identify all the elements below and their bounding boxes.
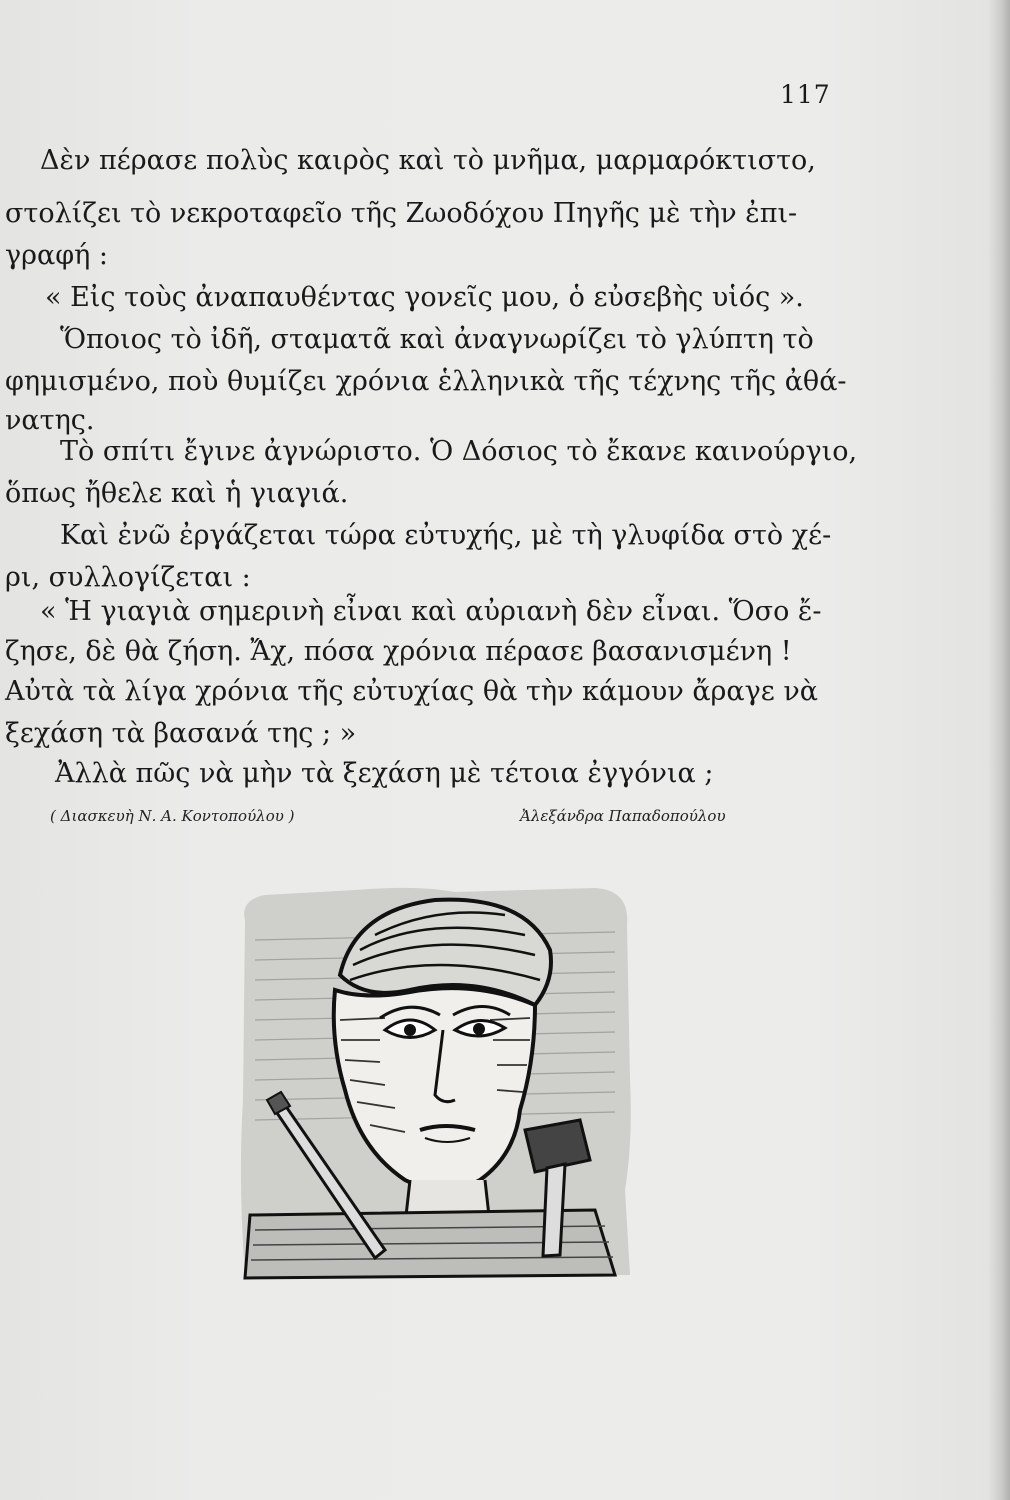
text-line: Ὅποιος τὸ ἰδῆ, σταματᾶ καὶ ἀναγνωρίζει τὸ γλύπτη τὸ [60,324,814,355]
text-line: « Εἰς τοὺς ἀναπαυθέντας γονεῖς μου, ὁ εὐσεβὴς υἱός ». [45,282,804,313]
text-line: στολίζει τὸ νεκροταφεῖο τῆς Ζωοδόχου Πηγῆς μὲ τὴν ἐπι- [5,198,798,229]
adaptation-credit: ( Διασκευὴ Ν. Α. Κοντοπούλου ) [50,807,295,825]
text-line: ὅπως ἤθελε καὶ ἡ γιαγιά. [5,478,349,509]
text-line: Αὐτὰ τὰ λίγα χρόνια τῆς εὐτυχίας θὰ τὴν κάμουν ἄραγε νὰ [5,676,819,707]
page-number: 117 [780,80,831,109]
woodcut-sculptor-head-hammer-chisel-icon [235,880,635,1285]
text-line: ρι, συλλογίζεται : [5,562,251,593]
text-line: Δὲν πέρασε πολὺς καιρὸς καὶ τὸ μνῆμα, μαρμαρόκτιστο, [40,145,816,176]
text-line: « Ἡ γιαγιὰ σημερινὴ εἶναι καὶ αὐριανὴ δὲν εἶναι. Ὅσο ἔ- [40,596,822,627]
text-line: Τὸ σπίτι ἔγινε ἀγνώριστο. Ὁ Δόσιος τὸ ἔκανε καινούργιο, [60,436,858,467]
author-credit: Ἀλεξάνδρα Παπαδοπούλου [520,807,726,825]
text-line: ζησε, δὲ θὰ ζήση. Ἄχ, πόσα χρόνια πέρασε βασανισμένη ! [5,636,792,667]
text-line: γραφή : [5,240,109,271]
text-line: Καὶ ἐνῶ ἐργάζεται τώρα εὐτυχής, μὲ τὴ γλυφίδα στὸ χέ- [60,520,832,551]
text-line: νατης. [5,405,95,436]
binding-shadow [988,0,1010,1500]
text-line: Ἀλλὰ πῶς νὰ μὴν τὰ ξεχάση μὲ τέτοια ἐγγόνια ; [55,758,714,789]
text-line: φημισμένο, ποὺ θυμίζει χρόνια ἑλληνικὰ τῆς τέχνης τῆς ἀθά- [5,366,847,397]
text-line: ξεχάση τὰ βασανά της ; » [5,718,357,749]
